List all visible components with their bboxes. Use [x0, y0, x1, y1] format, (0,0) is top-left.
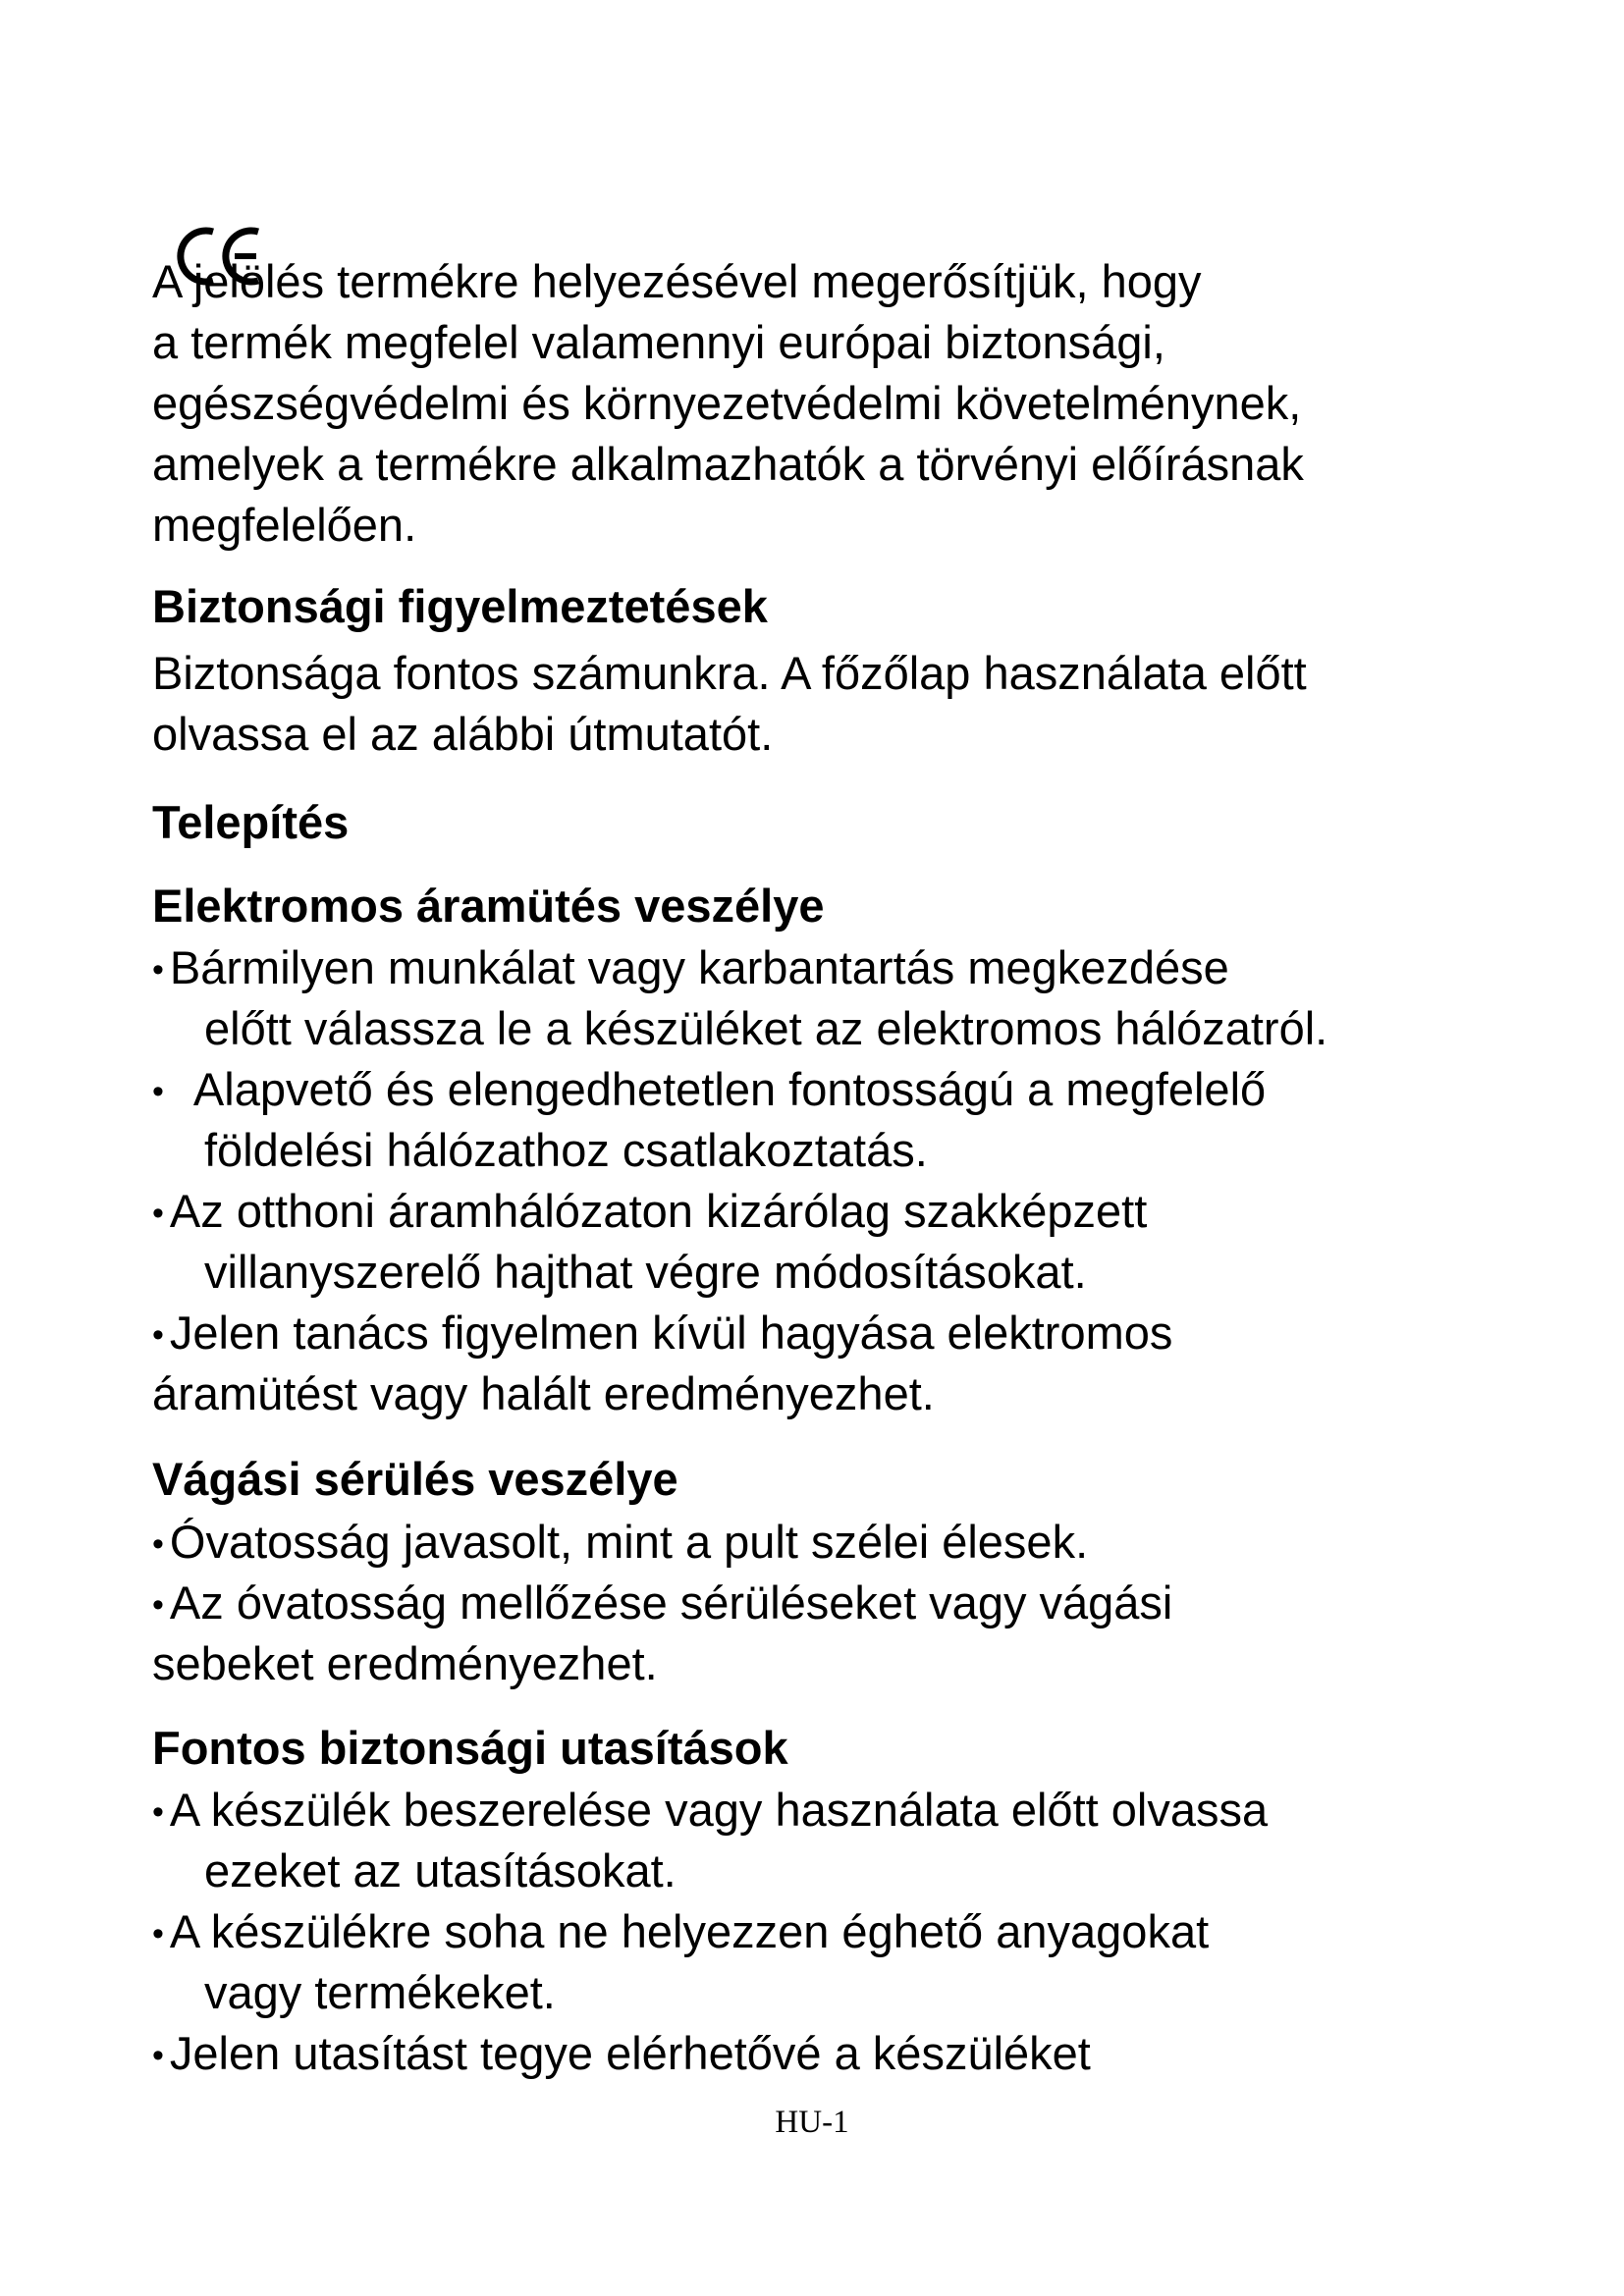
list-item [152, 1780, 1268, 1845]
ce-marking [193, 251, 324, 312]
list-item [152, 937, 1229, 1003]
bullet-icon: • [152, 1073, 164, 1110]
bullet-icon: • [152, 1195, 164, 1232]
list-item [152, 1059, 1266, 1125]
heading-cut-injury: Vágási sérülés veszélye [152, 1453, 678, 1505]
intro-line-4: amelyek a termékre alkalmazhatók a törvényi előírásnak [152, 438, 1304, 490]
intro-line-3: egészségvédelmi és környezetvédelmi követelménynek, [152, 377, 1302, 429]
list-item-continuation: előtt válassza le a készüléket az elektromos hálózatról. [204, 1002, 1328, 1054]
list-item [152, 1512, 1088, 1577]
intro-line-5: megfelelően. [152, 499, 417, 551]
bullet-icon: • [152, 2037, 164, 2074]
list-item-text: A készülékre soha ne helyezzen éghető anyagokat [169, 1905, 1210, 1957]
list-item-continuation: földelési hálózathoz csatlakoztatás. [204, 1124, 928, 1176]
list-item-text: A készülék beszerelése vagy használata előtt olvassa [169, 1784, 1269, 1836]
bullet-icon: • [152, 1525, 164, 1563]
list-item-text: Jelen tanács figyelmen kívül hagyása elektromos [169, 1307, 1173, 1359]
list-item-continuation: sebeket eredményezhet. [152, 1637, 658, 1689]
bullet-icon: • [152, 1915, 164, 1952]
bullet-icon: • [152, 1586, 164, 1624]
heading-electric-shock: Elektromos áramütés veszélye [152, 880, 825, 932]
intro-rest: termékre helyezésével megerősítjük, hogy [337, 255, 1202, 307]
ce-mark-icon [174, 224, 268, 287]
list-item [152, 1573, 1172, 1638]
list-item-text: Alapvető és elengedhetetlen fontosságú a megfelelő [192, 1063, 1267, 1115]
list-item [152, 1303, 1172, 1368]
list-item [152, 1901, 1209, 1967]
ce-mark-word: jelölés [192, 255, 325, 307]
list-item-continuation: villanyszerelő hajthat végre módosításokat. [204, 1246, 1087, 1298]
list-item-text: Az otthoni áramhálózaton kizárólag szakképzett [169, 1185, 1148, 1237]
list-item-continuation: áramütést vagy halált eredményezhet. [152, 1367, 935, 1419]
heading-safety-warnings: Biztonsági figyelmeztetések [152, 580, 768, 632]
list-item [152, 1181, 1147, 1247]
bullet-icon: • [152, 1316, 164, 1354]
heading-important-instructions: Fontos biztonsági utasítások [152, 1722, 788, 1774]
list-item-text: Jelen utasítást tegye elérhetővé a készüléket [169, 2027, 1091, 2079]
list-item-text: Az óvatosság mellőzése sérüléseket vagy vágási [169, 1576, 1173, 1629]
bullet-icon: • [152, 951, 164, 988]
heading-installation: Telepítés [152, 796, 350, 848]
list-item [152, 2023, 1091, 2089]
list-item-text: Óvatosság javasolt, mint a pult szélei élesek. [169, 1516, 1089, 1568]
safety-line-1: Biztonsága fontos számunkra. A főzőlap használata előtt [152, 647, 1307, 699]
intro-prefix: A [152, 255, 181, 307]
list-item-continuation: ezeket az utasításokat. [204, 1844, 677, 1896]
list-item-text: Bármilyen munkálat vagy karbantartás megkezdése [169, 941, 1229, 993]
intro-line-2: a termék megfelel valamennyi európai biztonsági, [152, 316, 1165, 368]
list-item-continuation: vagy termékeket. [204, 1966, 556, 2018]
page-number: HU-1 [775, 2105, 849, 2140]
safety-line-2: olvassa el az alábbi útmutatót. [152, 708, 774, 760]
bullet-icon: • [152, 1793, 164, 1831]
intro-line-1 [152, 251, 1202, 312]
